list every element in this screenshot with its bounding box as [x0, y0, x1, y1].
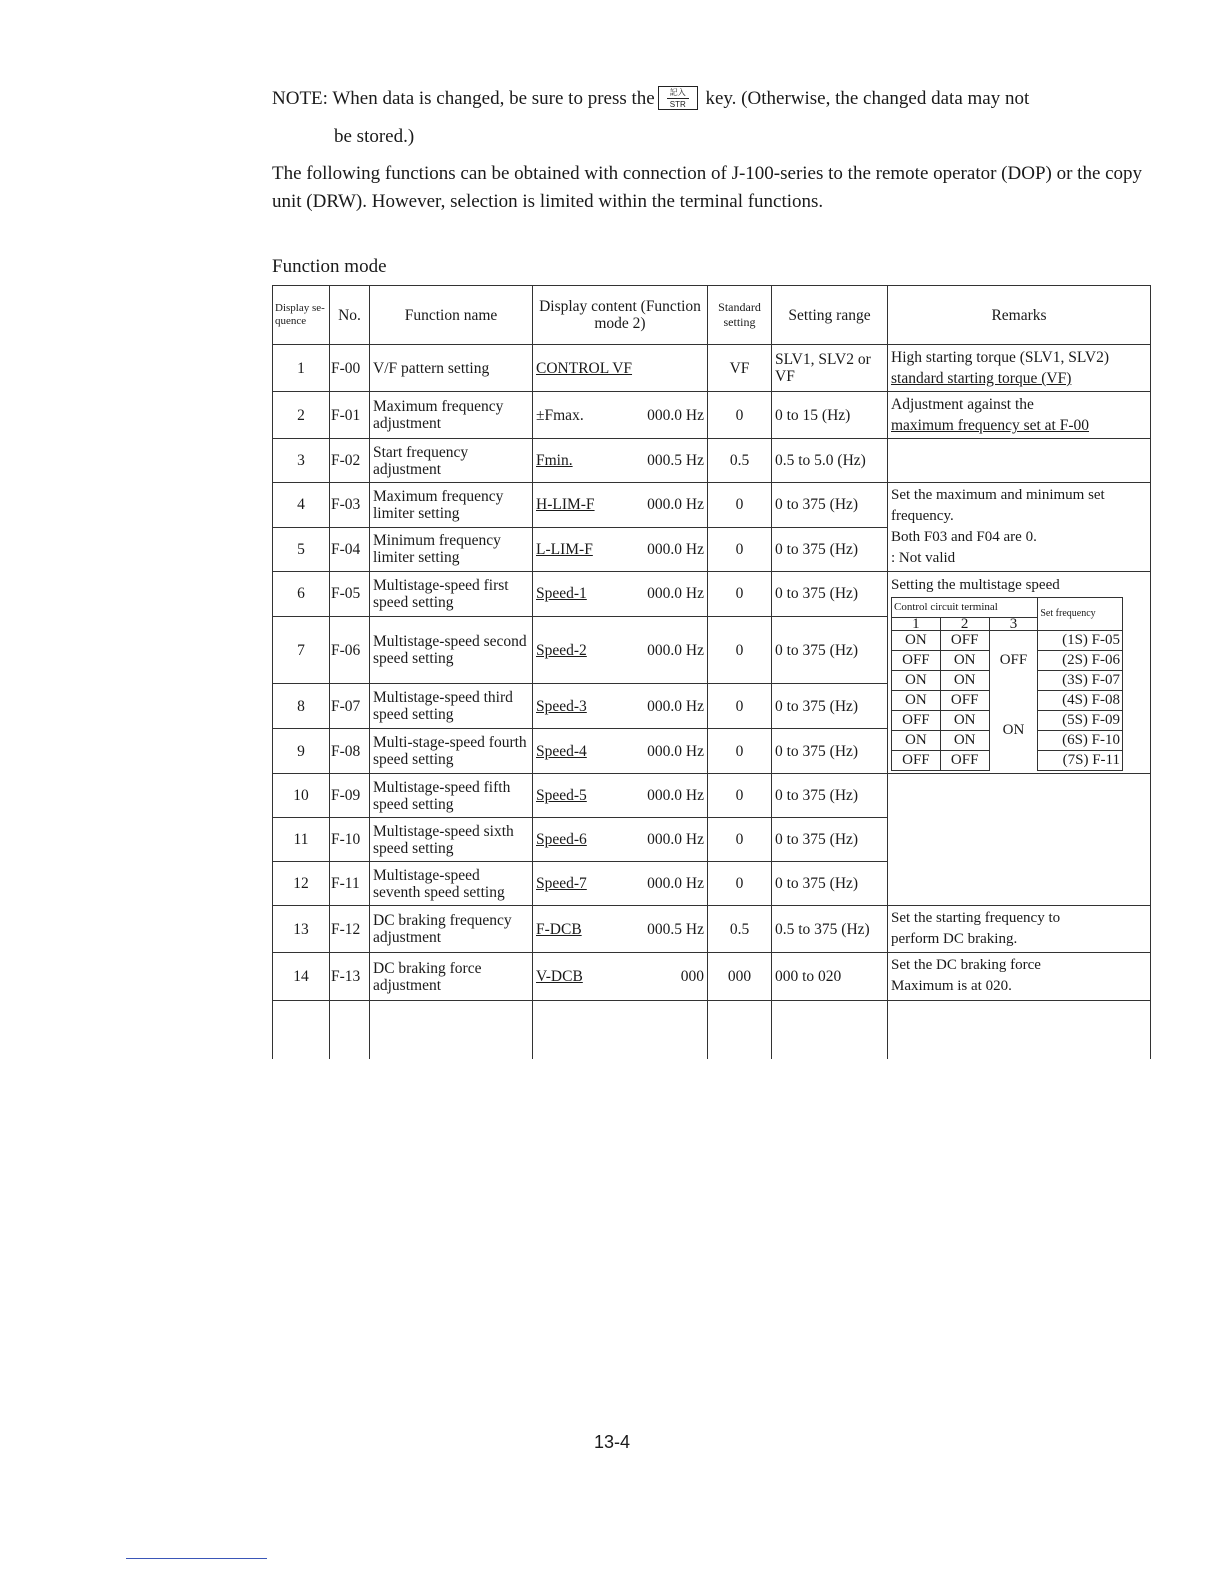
cell-standard: 0	[708, 684, 772, 729]
cell-no: F-03	[330, 483, 370, 528]
display-label: ±Fmax.	[536, 406, 584, 424]
ms-t3-off: OFF	[989, 631, 1038, 691]
cell-range: 0.5 to 5.0 (Hz)	[772, 439, 888, 483]
cell-range: 0 to 375 (Hz)	[772, 572, 888, 617]
cell-seq: 12	[273, 862, 330, 906]
display-label: V-DCB	[536, 968, 583, 985]
remark-limits	[888, 483, 1151, 572]
function-mode-table	[272, 285, 1151, 1059]
display-label: Fmin.	[536, 452, 573, 469]
table-row	[273, 572, 1151, 617]
ms-row	[892, 631, 1123, 651]
cell-seq: 5	[273, 527, 330, 572]
cell-seq: 4	[273, 483, 330, 528]
ms-t1: OFF	[892, 651, 941, 671]
cell-standard: 0	[708, 774, 772, 818]
display-value: 000.0 Hz	[647, 831, 704, 848]
cell-function-name: Multistage-speed second speed setting	[370, 616, 533, 683]
ms-t2: ON	[940, 711, 989, 731]
cell-range: 0 to 375 (Hz)	[772, 527, 888, 572]
ms-header-frequency: Set frequency	[1038, 598, 1123, 631]
ms-t3-on: ON	[989, 691, 1038, 771]
empty-cell	[370, 1001, 533, 1060]
cell-display-content	[533, 818, 708, 862]
cell-display-content	[533, 729, 708, 774]
ms-freq: (6S) F-10	[1038, 731, 1123, 751]
remark-max-frequency	[888, 392, 1151, 439]
cell-seq: 11	[273, 818, 330, 862]
remark-dc-braking-frequency	[888, 906, 1151, 953]
display-value: 000.0 Hz	[647, 540, 704, 558]
ms-t2: ON	[940, 731, 989, 751]
ms-col-2: 2	[940, 618, 989, 631]
cell-range: 0 to 375 (Hz)	[772, 818, 888, 862]
cell-no: F-07	[330, 684, 370, 729]
cell-no: F-09	[330, 774, 370, 818]
header-no: No.	[330, 286, 370, 345]
display-label: F-DCB	[536, 920, 582, 938]
key-top-label: 記入	[669, 87, 686, 97]
cell-display-content	[533, 392, 708, 439]
remark-line: standard starting torque (VF)	[891, 370, 1072, 387]
ms-col-3: 3	[989, 618, 1038, 631]
cell-range: 0.5 to 375 (Hz)	[772, 906, 888, 953]
cell-no: F-01	[330, 392, 370, 439]
cell-no: F-04	[330, 527, 370, 572]
remark-torque	[888, 345, 1151, 392]
cell-function-name: DC braking frequency adjustment	[370, 906, 533, 953]
table-row	[273, 392, 1151, 439]
empty-cell	[708, 1001, 772, 1060]
cell-function-name: Multistage-speed sixth speed setting	[370, 818, 533, 862]
cell-standard: 0	[708, 392, 772, 439]
cell-standard: 000	[708, 953, 772, 1001]
cell-function-name: V/F pattern setting	[370, 345, 533, 392]
cell-seq: 9	[273, 729, 330, 774]
remark-empty	[888, 774, 1151, 906]
cell-no: F-11	[330, 862, 370, 906]
table-row	[273, 953, 1151, 1001]
ms-t1: OFF	[892, 711, 941, 731]
cell-standard: 0	[708, 572, 772, 617]
cell-no: F-00	[330, 345, 370, 392]
ms-freq: (5S) F-09	[1038, 711, 1123, 731]
cell-standard: 0	[708, 483, 772, 528]
remark-line: Set the DC braking force	[891, 957, 1041, 973]
display-value: 000	[680, 968, 704, 985]
cell-standard: 0	[708, 862, 772, 906]
ms-t1: ON	[892, 691, 941, 711]
table-row	[273, 906, 1151, 953]
intro-paragraph: The following functions can be obtained with connection of J-100-series to the remote operator (DOP) or the copy unit (DRW). However, selection is limited within the terminal functions.	[272, 163, 1143, 212]
note-line-1	[272, 80, 1152, 118]
note-text-a: When data is changed, be sure to press the	[332, 88, 655, 109]
table-row	[273, 345, 1151, 392]
cell-function-name: Start frequency adjustment	[370, 439, 533, 483]
cell-range: SLV1, SLV2 or VF	[772, 345, 888, 392]
cell-range: 0 to 375 (Hz)	[772, 684, 888, 729]
cell-display-content	[533, 439, 708, 483]
header-standard-setting: Standard setting	[708, 286, 772, 345]
empty-cell	[772, 1001, 888, 1060]
ms-t1: ON	[892, 671, 941, 691]
ms-header-row	[892, 598, 1123, 618]
ms-t2: OFF	[940, 691, 989, 711]
ms-freq: (1S) F-05	[1038, 631, 1123, 651]
table-row-empty	[273, 1001, 1151, 1060]
remark-line: Setting the multistage speed	[891, 577, 1060, 593]
cell-function-name: Multi-stage-speed fourth speed setting	[370, 729, 533, 774]
cell-range: 0 to 15 (Hz)	[772, 392, 888, 439]
cell-display-content	[533, 483, 708, 528]
cell-standard: 0.5	[708, 439, 772, 483]
ms-header-terminal: Control circuit terminal	[892, 598, 1038, 618]
display-label: L-LIM-F	[536, 540, 593, 558]
cell-range: 0 to 375 (Hz)	[772, 729, 888, 774]
table-row	[273, 483, 1151, 528]
cell-function-name: Multistage-speed fifth speed setting	[370, 774, 533, 818]
cell-seq: 10	[273, 774, 330, 818]
cell-display-content	[533, 616, 708, 683]
cell-no: F-12	[330, 906, 370, 953]
display-value: 000.0 Hz	[647, 406, 704, 424]
ms-freq: (7S) F-11	[1038, 751, 1123, 771]
cell-range: 0 to 375 (Hz)	[772, 616, 888, 683]
header-setting-range: Setting range	[772, 286, 888, 345]
page-number: 13-4	[593, 1432, 631, 1452]
ms-freq: (3S) F-07	[1038, 671, 1123, 691]
note-paragraph	[272, 80, 1152, 156]
empty-cell	[330, 1001, 370, 1060]
display-label: Speed-3	[536, 697, 587, 715]
cell-no: F-08	[330, 729, 370, 774]
cell-seq: 3	[273, 439, 330, 483]
table-caption: Function mode	[272, 256, 387, 277]
cell-display-content	[533, 684, 708, 729]
cell-standard: 0	[708, 616, 772, 683]
cell-function-name: Maximum frequency limiter setting	[370, 483, 533, 528]
cell-display-content	[533, 527, 708, 572]
remark-line: High starting torque (SLV1, SLV2)	[891, 349, 1110, 366]
cell-range: 000 to 020	[772, 953, 888, 1001]
cell-function-name: DC braking force adjustment	[370, 953, 533, 1001]
remark-line: Both F03 and F04 are 0.	[891, 529, 1037, 545]
cell-seq: 8	[273, 684, 330, 729]
cell-standard: 0	[708, 818, 772, 862]
ms-t1: OFF	[892, 751, 941, 771]
display-label: Speed-2	[536, 641, 587, 659]
cell-standard: 0	[708, 729, 772, 774]
cell-standard: 0.5	[708, 906, 772, 953]
display-label: Speed-5	[536, 787, 587, 804]
cell-function-name: Multistage-speed first speed setting	[370, 572, 533, 617]
cell-no: F-02	[330, 439, 370, 483]
display-label: H-LIM-F	[536, 496, 595, 514]
cell-no: F-05	[330, 572, 370, 617]
ms-t2: ON	[940, 651, 989, 671]
display-value: 000.0 Hz	[647, 585, 704, 603]
cell-no: F-13	[330, 953, 370, 1001]
remark-line: Set the starting frequency to	[891, 910, 1061, 926]
remark-empty	[888, 439, 1151, 483]
header-remarks: Remarks	[888, 286, 1151, 345]
cell-display-content	[533, 906, 708, 953]
empty-cell	[273, 1001, 330, 1060]
remark-line: : Not valid	[891, 550, 956, 566]
ms-col-1: 1	[892, 618, 941, 631]
cell-standard: VF	[708, 345, 772, 392]
remark-line: Set the maximum and minimum set frequency.	[891, 487, 1105, 524]
empty-cell	[533, 1001, 708, 1060]
ms-t2: OFF	[940, 631, 989, 651]
key-bottom-label: STR	[667, 98, 689, 110]
cell-display-content	[533, 572, 708, 617]
display-value: 000.5 Hz	[647, 452, 704, 469]
display-label: Speed-1	[536, 585, 587, 603]
cell-seq: 7	[273, 616, 330, 683]
display-value: 000.0 Hz	[647, 787, 704, 804]
cell-no: F-10	[330, 818, 370, 862]
ms-row	[892, 691, 1123, 711]
cell-display-content	[533, 953, 708, 1001]
cell-function-name: Maximum frequency adjustment	[370, 392, 533, 439]
cell-standard: 0	[708, 527, 772, 572]
table-row	[273, 774, 1151, 818]
cell-seq: 14	[273, 953, 330, 1001]
cell-display-content	[533, 774, 708, 818]
display-value: 000.5 Hz	[647, 920, 704, 938]
table-row	[273, 439, 1151, 483]
cell-function-name: Multistage-speed third speed setting	[370, 684, 533, 729]
cell-display-content	[533, 345, 708, 392]
display-value: 000.0 Hz	[647, 742, 704, 760]
cell-range: 0 to 375 (Hz)	[772, 774, 888, 818]
multistage-table	[891, 597, 1123, 771]
ms-freq: (4S) F-08	[1038, 691, 1123, 711]
empty-cell	[888, 1001, 1151, 1060]
cell-range: 0 to 375 (Hz)	[772, 483, 888, 528]
cell-no: F-06	[330, 616, 370, 683]
footer-divider	[126, 1558, 267, 1559]
ms-t1: ON	[892, 631, 941, 651]
cell-seq: 13	[273, 906, 330, 953]
display-value: 000.0 Hz	[647, 697, 704, 715]
cell-display-content	[533, 862, 708, 906]
cell-function-name: Minimum frequency limiter setting	[370, 527, 533, 572]
display-value: 000.0 Hz	[647, 496, 704, 514]
cell-seq: 6	[273, 572, 330, 617]
cell-seq: 1	[273, 345, 330, 392]
header-function-name: Function name	[370, 286, 533, 345]
remark-line: Adjustment against the	[891, 396, 1034, 413]
str-key-icon	[658, 86, 698, 110]
display-label: Speed-7	[536, 875, 587, 892]
display-label: Speed-4	[536, 742, 587, 760]
ms-freq: (2S) F-06	[1038, 651, 1123, 671]
display-value: 000.0 Hz	[647, 641, 704, 659]
header-display-content: Display content (Function mode 2)	[533, 286, 708, 345]
note-text-b: key. (Otherwise, the changed data may not	[705, 88, 1030, 109]
display-label: CONTROL VF	[536, 359, 633, 377]
header-display-sequence: Display se- quence	[273, 286, 330, 345]
table-header-row	[273, 286, 1151, 345]
remark-multistage	[888, 572, 1151, 774]
display-label: Speed-6	[536, 831, 587, 848]
ms-t2: ON	[940, 671, 989, 691]
note-label: NOTE:	[272, 88, 328, 109]
cell-seq: 2	[273, 392, 330, 439]
remark-line: perform DC braking.	[891, 931, 1018, 947]
remark-line: maximum frequency set at F-00	[891, 417, 1090, 434]
display-value: 000.0 Hz	[647, 875, 704, 892]
note-line-2: be stored.)	[334, 126, 415, 147]
remark-dc-braking-force	[888, 953, 1151, 1001]
remark-line: Maximum is at 020.	[891, 978, 1012, 994]
cell-range: 0 to 375 (Hz)	[772, 862, 888, 906]
ms-t1: ON	[892, 731, 941, 751]
cell-function-name: Multistage-speed seventh speed setting	[370, 862, 533, 906]
ms-t2: OFF	[940, 751, 989, 771]
